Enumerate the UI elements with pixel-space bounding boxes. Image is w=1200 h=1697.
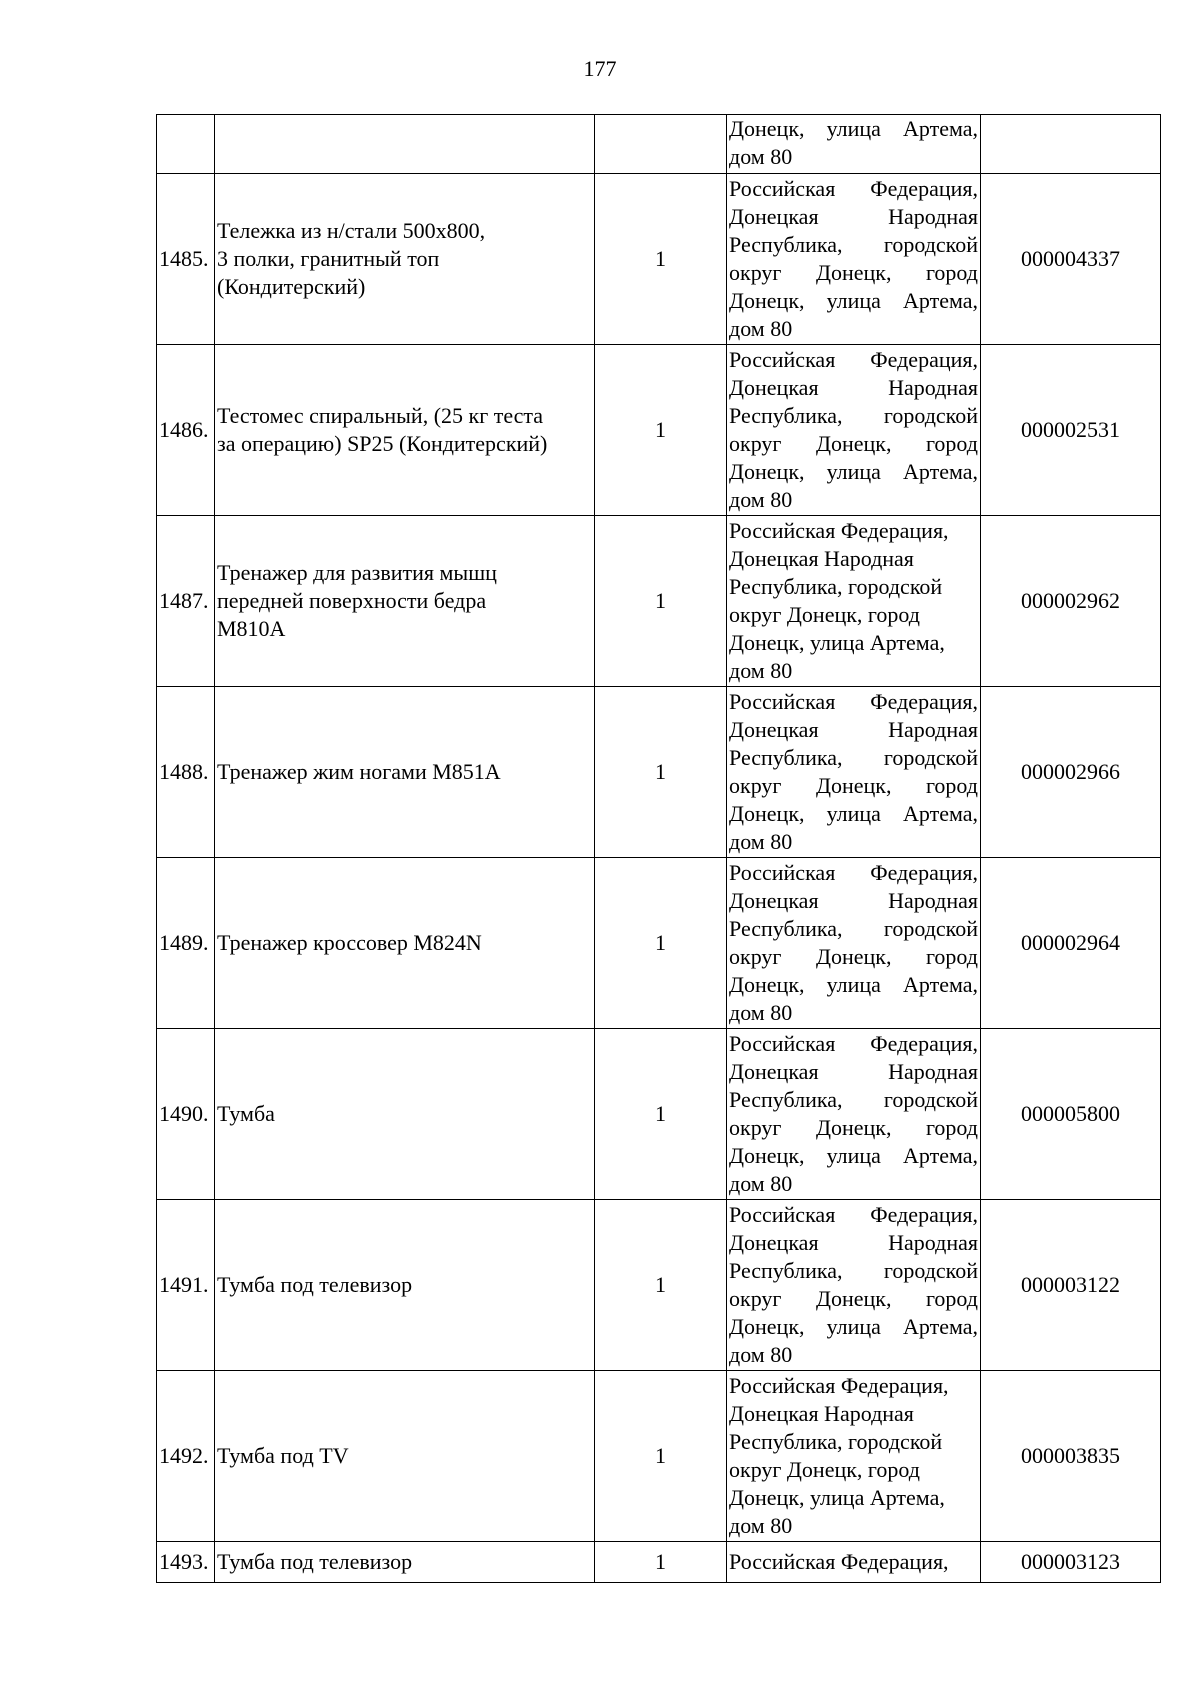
address-line: округ Донецк, город [729, 431, 978, 456]
row-number-cell: 1487. [157, 516, 215, 687]
address-line: дом 80 [729, 144, 793, 169]
row-number-cell: 1493. [157, 1542, 215, 1583]
inventory-number-cell: 000002962 [981, 516, 1161, 687]
row-number-cell: 1488. [157, 687, 215, 858]
address-line: Российская Федерация, [729, 1373, 949, 1398]
item-name-line: Тестомес спиральный, (25 кг теста [217, 403, 544, 428]
quantity-cell: 1 [595, 1542, 727, 1583]
item-name-line: за операцию) SP25 (Кондитерский) [217, 431, 548, 456]
page-number: 177 [583, 56, 617, 81]
address-line: дом 80 [729, 1342, 793, 1367]
address-line: Республика, городской [729, 403, 978, 428]
table-row [157, 345, 1161, 516]
address-cell [727, 516, 981, 687]
inventory-number-cell: 000003123 [981, 1542, 1161, 1583]
address-line: дом 80 [729, 316, 793, 341]
item-name-line: Тумба под телевизор [217, 1272, 413, 1297]
item-name-cell [215, 115, 595, 174]
registry-table-body [157, 115, 1161, 1583]
address-line: Донецк, улица Артема, [729, 459, 978, 484]
table-row [157, 174, 1161, 345]
address-line: Донецк, улица Артема, [729, 288, 978, 313]
address-line: Российская Федерация, [729, 518, 949, 543]
address-line: Донецк, улица Артема, [729, 116, 978, 141]
item-name-line: Тумба под телевизор [217, 1549, 413, 1574]
quantity-cell [595, 115, 727, 174]
quantity-cell: 1 [595, 174, 727, 345]
address-line: округ Донецк, город [729, 944, 978, 969]
row-number-cell: 1485. [157, 174, 215, 345]
address-line: Российская Федерация, [729, 347, 978, 372]
item-name-line: Тележка из н/стали 500х800, [217, 218, 486, 243]
address-line: Республика, городской [729, 1258, 978, 1283]
address-line: Республика, городской [729, 1429, 943, 1454]
item-name-line: Тренажер кроссовер M824N [217, 930, 482, 955]
row-number-cell [157, 115, 215, 174]
inventory-number-cell: 000004337 [981, 174, 1161, 345]
item-name-cell [215, 1200, 595, 1371]
address-line: округ Донецк, город [729, 1457, 920, 1482]
address-line: Республика, городской [729, 916, 978, 941]
item-name-cell [215, 687, 595, 858]
quantity-cell: 1 [595, 687, 727, 858]
address-line: Донецкая Народная [729, 888, 978, 913]
inventory-number-cell: 000003835 [981, 1371, 1161, 1542]
inventory-number-cell: 000002966 [981, 687, 1161, 858]
address-line: Донецк, улица Артема, [729, 972, 978, 997]
address-line: Донецк, улица Артема, [729, 630, 945, 655]
item-name-line: M810A [217, 616, 286, 641]
address-line: Российская Федерация, [729, 860, 978, 885]
address-line: Республика, городской [729, 1087, 978, 1112]
address-cell [727, 174, 981, 345]
address-cell [727, 1200, 981, 1371]
item-name-cell [215, 1029, 595, 1200]
inventory-number-cell: 000002531 [981, 345, 1161, 516]
address-line: округ Донецк, город [729, 602, 920, 627]
address-line: дом 80 [729, 1000, 793, 1025]
row-number-cell: 1491. [157, 1200, 215, 1371]
address-line: Российская Федерация, [729, 1549, 949, 1574]
table-row [157, 1029, 1161, 1200]
inventory-number-cell: 000002964 [981, 858, 1161, 1029]
address-line: Донецкая Народная [729, 1059, 978, 1084]
item-name-cell [215, 174, 595, 345]
address-line: Донецк, улица Артема, [729, 1314, 978, 1339]
address-line: Донецкая Народная [729, 546, 914, 571]
address-cell [727, 1029, 981, 1200]
item-name-line: Тумба под TV [217, 1443, 349, 1468]
quantity-cell: 1 [595, 1371, 727, 1542]
address-line: Российская Федерация, [729, 689, 978, 714]
address-cell [727, 687, 981, 858]
address-line: округ Донецк, город [729, 260, 978, 285]
row-number-cell: 1486. [157, 345, 215, 516]
address-cell [727, 1542, 981, 1583]
item-name-cell [215, 858, 595, 1029]
item-name-cell [215, 345, 595, 516]
address-line: дом 80 [729, 487, 793, 512]
address-line: Донецкая Народная [729, 375, 978, 400]
item-name-cell [215, 516, 595, 687]
table-row [157, 858, 1161, 1029]
inventory-number-cell: 000005800 [981, 1029, 1161, 1200]
row-number-cell: 1492. [157, 1371, 215, 1542]
row-number-cell: 1490. [157, 1029, 215, 1200]
address-cell [727, 1371, 981, 1542]
item-name-cell [215, 1371, 595, 1542]
address-line: Донецкая Народная [729, 717, 978, 742]
address-line: Донецк, улица Артема, [729, 1485, 945, 1510]
address-line: Российская Федерация, [729, 1031, 978, 1056]
address-line: Республика, городской [729, 574, 943, 599]
address-cell [727, 345, 981, 516]
table-row [157, 516, 1161, 687]
table-row [157, 115, 1161, 174]
table-row [157, 1371, 1161, 1542]
row-number-cell: 1489. [157, 858, 215, 1029]
item-name-line: передней поверхности бедра [217, 588, 487, 613]
address-cell [727, 858, 981, 1029]
item-name-cell [215, 1542, 595, 1583]
address-line: Российская Федерация, [729, 1202, 978, 1227]
quantity-cell: 1 [595, 1029, 727, 1200]
address-line: дом 80 [729, 658, 793, 683]
item-name-line: 3 полки, гранитный топ [217, 246, 440, 271]
item-name-line: Тренажер жим ногами M851A [217, 759, 501, 784]
address-line: Донецк, улица Артема, [729, 1143, 978, 1168]
address-line: Донецк, улица Артема, [729, 801, 978, 826]
address-line: округ Донецк, город [729, 1286, 978, 1311]
address-line: Республика, городской [729, 745, 978, 770]
property-registry-table [156, 114, 1161, 1583]
address-line: дом 80 [729, 1171, 793, 1196]
address-line: дом 80 [729, 1513, 793, 1538]
address-cell [727, 115, 981, 174]
address-line: Донецкая Народная [729, 1230, 978, 1255]
inventory-number-cell: 000003122 [981, 1200, 1161, 1371]
item-name-line: (Кондитерский) [217, 274, 366, 299]
quantity-cell: 1 [595, 858, 727, 1029]
address-line: Донецкая Народная [729, 204, 978, 229]
inventory-number-cell [981, 115, 1161, 174]
item-name-line: Тренажер для развития мышц [217, 560, 497, 585]
address-line: Республика, городской [729, 232, 978, 257]
quantity-cell: 1 [595, 516, 727, 687]
table-row [157, 1200, 1161, 1371]
table-row [157, 687, 1161, 858]
address-line: округ Донецк, город [729, 773, 978, 798]
address-line: округ Донецк, город [729, 1115, 978, 1140]
address-line: Донецкая Народная [729, 1401, 914, 1426]
item-name-line: Тумба [217, 1101, 275, 1126]
quantity-cell: 1 [595, 345, 727, 516]
table-row [157, 1542, 1161, 1583]
quantity-cell: 1 [595, 1200, 727, 1371]
address-line: Российская Федерация, [729, 176, 978, 201]
address-line: дом 80 [729, 829, 793, 854]
